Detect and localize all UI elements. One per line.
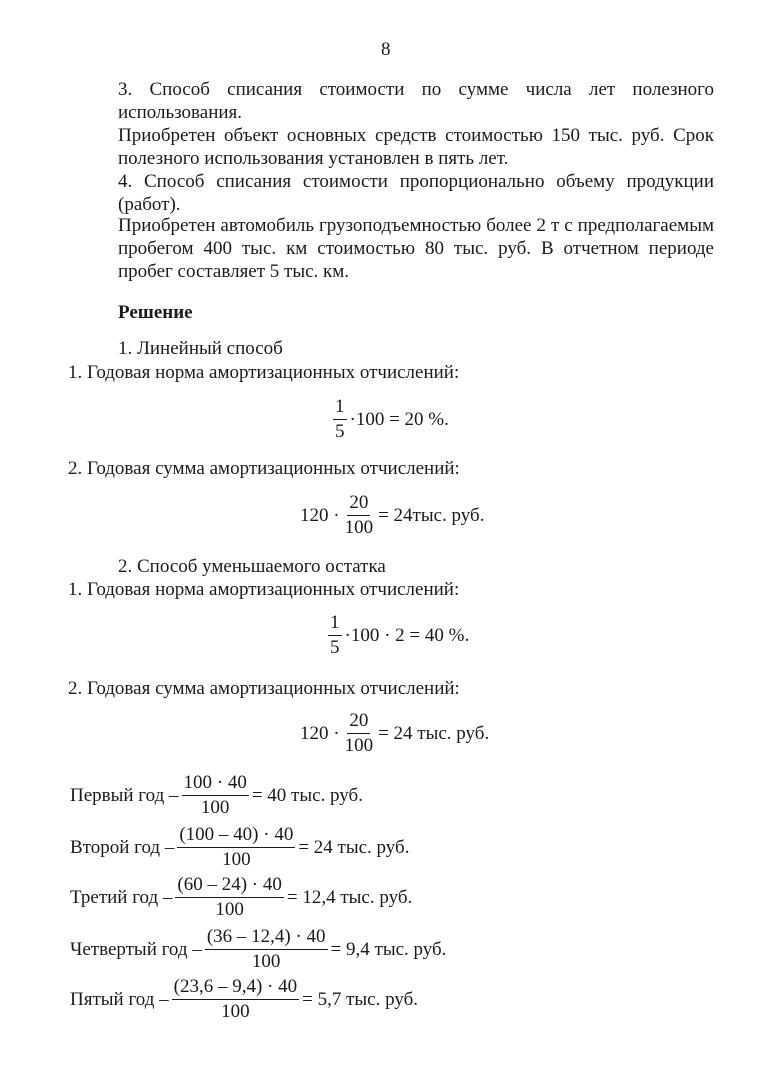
year-label: Второй год – [70,837,175,858]
formula-rest: = 24тыс. руб. [378,505,485,526]
denominator: 100 [221,1001,250,1022]
formula-pre: 120 · [300,505,340,526]
numerator: 20 [347,710,370,734]
paragraph-text: Приобретен объект основных средств стоимостью 150 тыс. руб. Срок полезного использования установлен в пять лет. [118,125,714,169]
paragraph-method-4-title [68,170,714,216]
year-label: Третий год – [70,887,173,908]
year-label: Первый год – [70,785,179,806]
denominator: 100 [344,517,374,538]
page-number: 8 [381,39,391,60]
paragraph-text: 4. Способ списания стоимости пропорционально объему продукции (работ). [118,171,714,215]
section-1-step-1: 1. Годовая норма амортизационных отчислений: [68,362,460,383]
numerator: (23,6 – 9,4) · 40 [172,976,299,1000]
year-4-calculation [70,926,446,973]
fraction [333,396,347,443]
formula-annual-sum-linear [300,492,484,539]
fraction [343,492,376,539]
numerator: (100 – 40) · 40 [177,824,295,848]
year-2-calculation [70,824,409,871]
fraction [172,976,299,1023]
numerator: (36 – 12,4) · 40 [205,926,328,950]
formula-annual-rate-declining [325,612,469,659]
year-3-calculation [70,874,412,921]
year-label: Пятый год – [70,989,169,1010]
year-result: = 24 тыс. руб. [298,837,410,858]
denominator: 100 [215,899,244,920]
solution-heading: Решение [118,302,193,323]
denominator: 100 [200,797,230,818]
section-1-step-2: 2. Годовая сумма амортизационных отчислений: [68,458,460,479]
paragraph-text: 3. Способ списания стоимости по сумме числа лет полезного использования. [118,79,714,123]
formula-pre: 120 · [300,723,340,744]
fraction [328,612,342,659]
section-2-step-2: 2. Годовая сумма амортизационных отчислений: [68,678,460,699]
formula-annual-rate-linear [330,396,449,443]
year-result: = 12,4 тыс. руб. [286,887,413,908]
fraction [343,710,376,757]
denominator: 100 [222,849,251,870]
year-result: = 9,4 тыс. руб. [330,939,447,960]
year-result: = 5,7 тыс. руб. [302,989,419,1010]
paragraph-method-3-title [68,78,714,124]
numerator: 1 [333,396,347,420]
numerator: 1 [328,612,342,636]
numerator: 100 · 40 [182,772,249,796]
fraction [182,772,249,819]
year-1-calculation [70,772,363,819]
formula-annual-sum-declining [300,710,489,757]
denominator: 100 [251,951,281,972]
formula-rest: ·100 · 2 = 40 %. [344,625,470,646]
paragraph-method-4-body [68,214,714,283]
denominator: 5 [335,421,345,442]
formula-rest: = 24 тыс. руб. [378,723,490,744]
section-2-title: 2. Способ уменьшаемого остатка [118,556,386,577]
formula-rest: ·100 = 20 %. [349,409,449,430]
denominator: 100 [344,735,374,756]
paragraph-method-3-body [68,124,714,170]
paragraph-text: Приобретен автомобиль грузоподъемностью более 2 т с предполагаемым пробегом 400 тыс. км стоимостью 80 тыс. руб. В отчетном периоде пробег составляет 5 тыс. км. [118,215,714,282]
numerator: (60 – 24) · 40 [175,874,283,898]
denominator: 5 [330,637,340,658]
fraction [177,824,295,871]
fraction [205,926,328,973]
fraction [175,874,283,921]
year-label: Четвертый год – [70,939,202,960]
numerator: 20 [347,492,370,516]
section-2-step-1: 1. Годовая норма амортизационных отчислений: [68,579,460,600]
section-1-title: 1. Линейный способ [118,338,283,359]
year-5-calculation [70,976,418,1023]
year-result: = 40 тыс. руб. [251,785,363,806]
